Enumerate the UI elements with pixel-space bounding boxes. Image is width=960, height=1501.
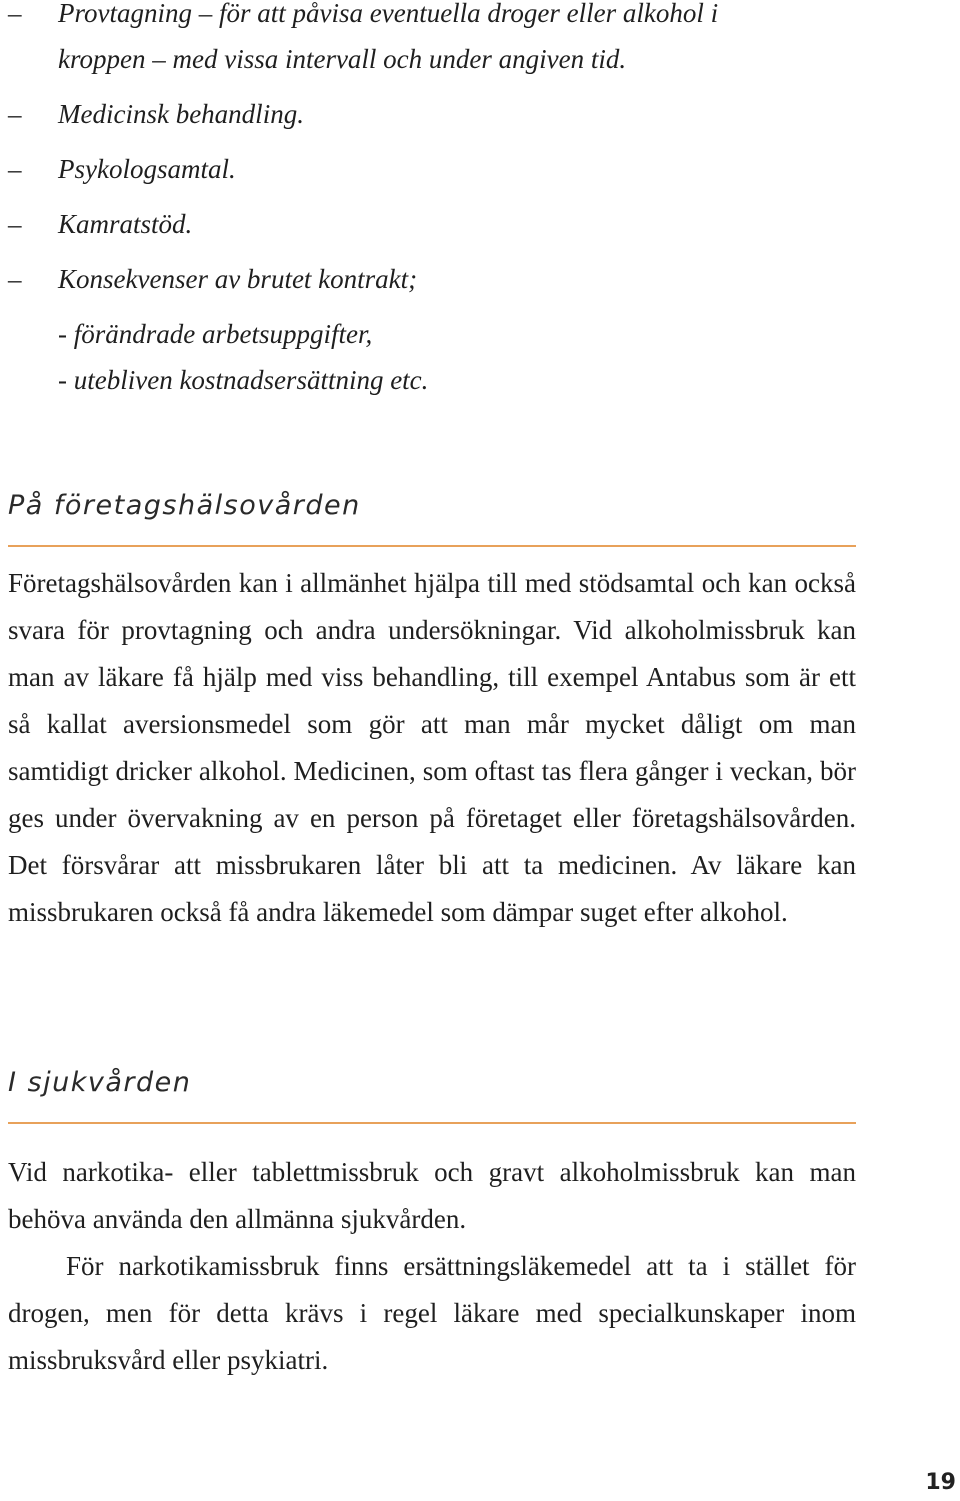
list-item-line: Provtagning – för att påvisa eventuella droger eller alkohol i [58,0,719,28]
list-item [0,256,860,302]
section-paragraph: Vid narkotika- eller tablettmissbruk och gravt alkoholmissbruk kan man behöva använda den allmänna sjukvården. [8,1157,856,1234]
list-item-line: Kamratstöd. [58,209,193,239]
list-subline: - förändrade arbetsuppgifter, [58,319,373,349]
list-dash: – [8,264,22,294]
list-dash: – [8,154,22,184]
section-heading-sjukvarden: I sjukvården [8,1067,192,1098]
page-number: 19 [925,1470,956,1495]
list-dash: – [8,99,22,129]
list-subline: - utebliven kostnadsersättning etc. [58,365,429,395]
list-item-line: Medicinsk behandling. [58,99,304,129]
section-paragraph: Företagshälsovården kan i allmänhet hjälpa till med stödsamtal och kan också svara för provtagning och andra undersökningar. Vid alkoholmissbruk kan man av läkare få hjälp med viss behandling, till exempel Antabus som är ett så kallat aversionsmedel som gör att man mår mycket dåligt om man samtidigt dricker alkohol. Medicinen, som oftast tas flera gånger i veckan, bör ges under övervakning av en person på företaget eller företagshälsovården. Det försvårar att missbrukaren låter bli att ta medicinen. Av läkare kan missbrukaren också få andra läkemedel som dämpar suget efter alkohol. [8,568,856,927]
section-heading-foretagshalsovarden: På företagshälsovården [8,490,361,521]
section-rule [8,1122,856,1124]
list-item [0,201,860,247]
list-item-line: Psykologsamtal. [58,154,236,184]
list-item [0,0,860,82]
list-item [0,146,860,192]
list-dash: – [8,209,22,239]
list-item-line: kroppen – med vissa intervall och under angiven tid. [58,44,627,74]
list-item [0,91,860,137]
list-dash: – [8,0,22,28]
list-item-line: Konsekvenser av brutet kontrakt; [58,264,418,294]
section-paragraph: För narkotikamissbruk finns ersättningsläkemedel att ta i stället för drogen, men för detta krävs i regel läkare med specialkunskaper inom missbruksvård eller psykiatri. [8,1251,856,1375]
measures-list [0,0,860,403]
section-rule [8,545,856,547]
